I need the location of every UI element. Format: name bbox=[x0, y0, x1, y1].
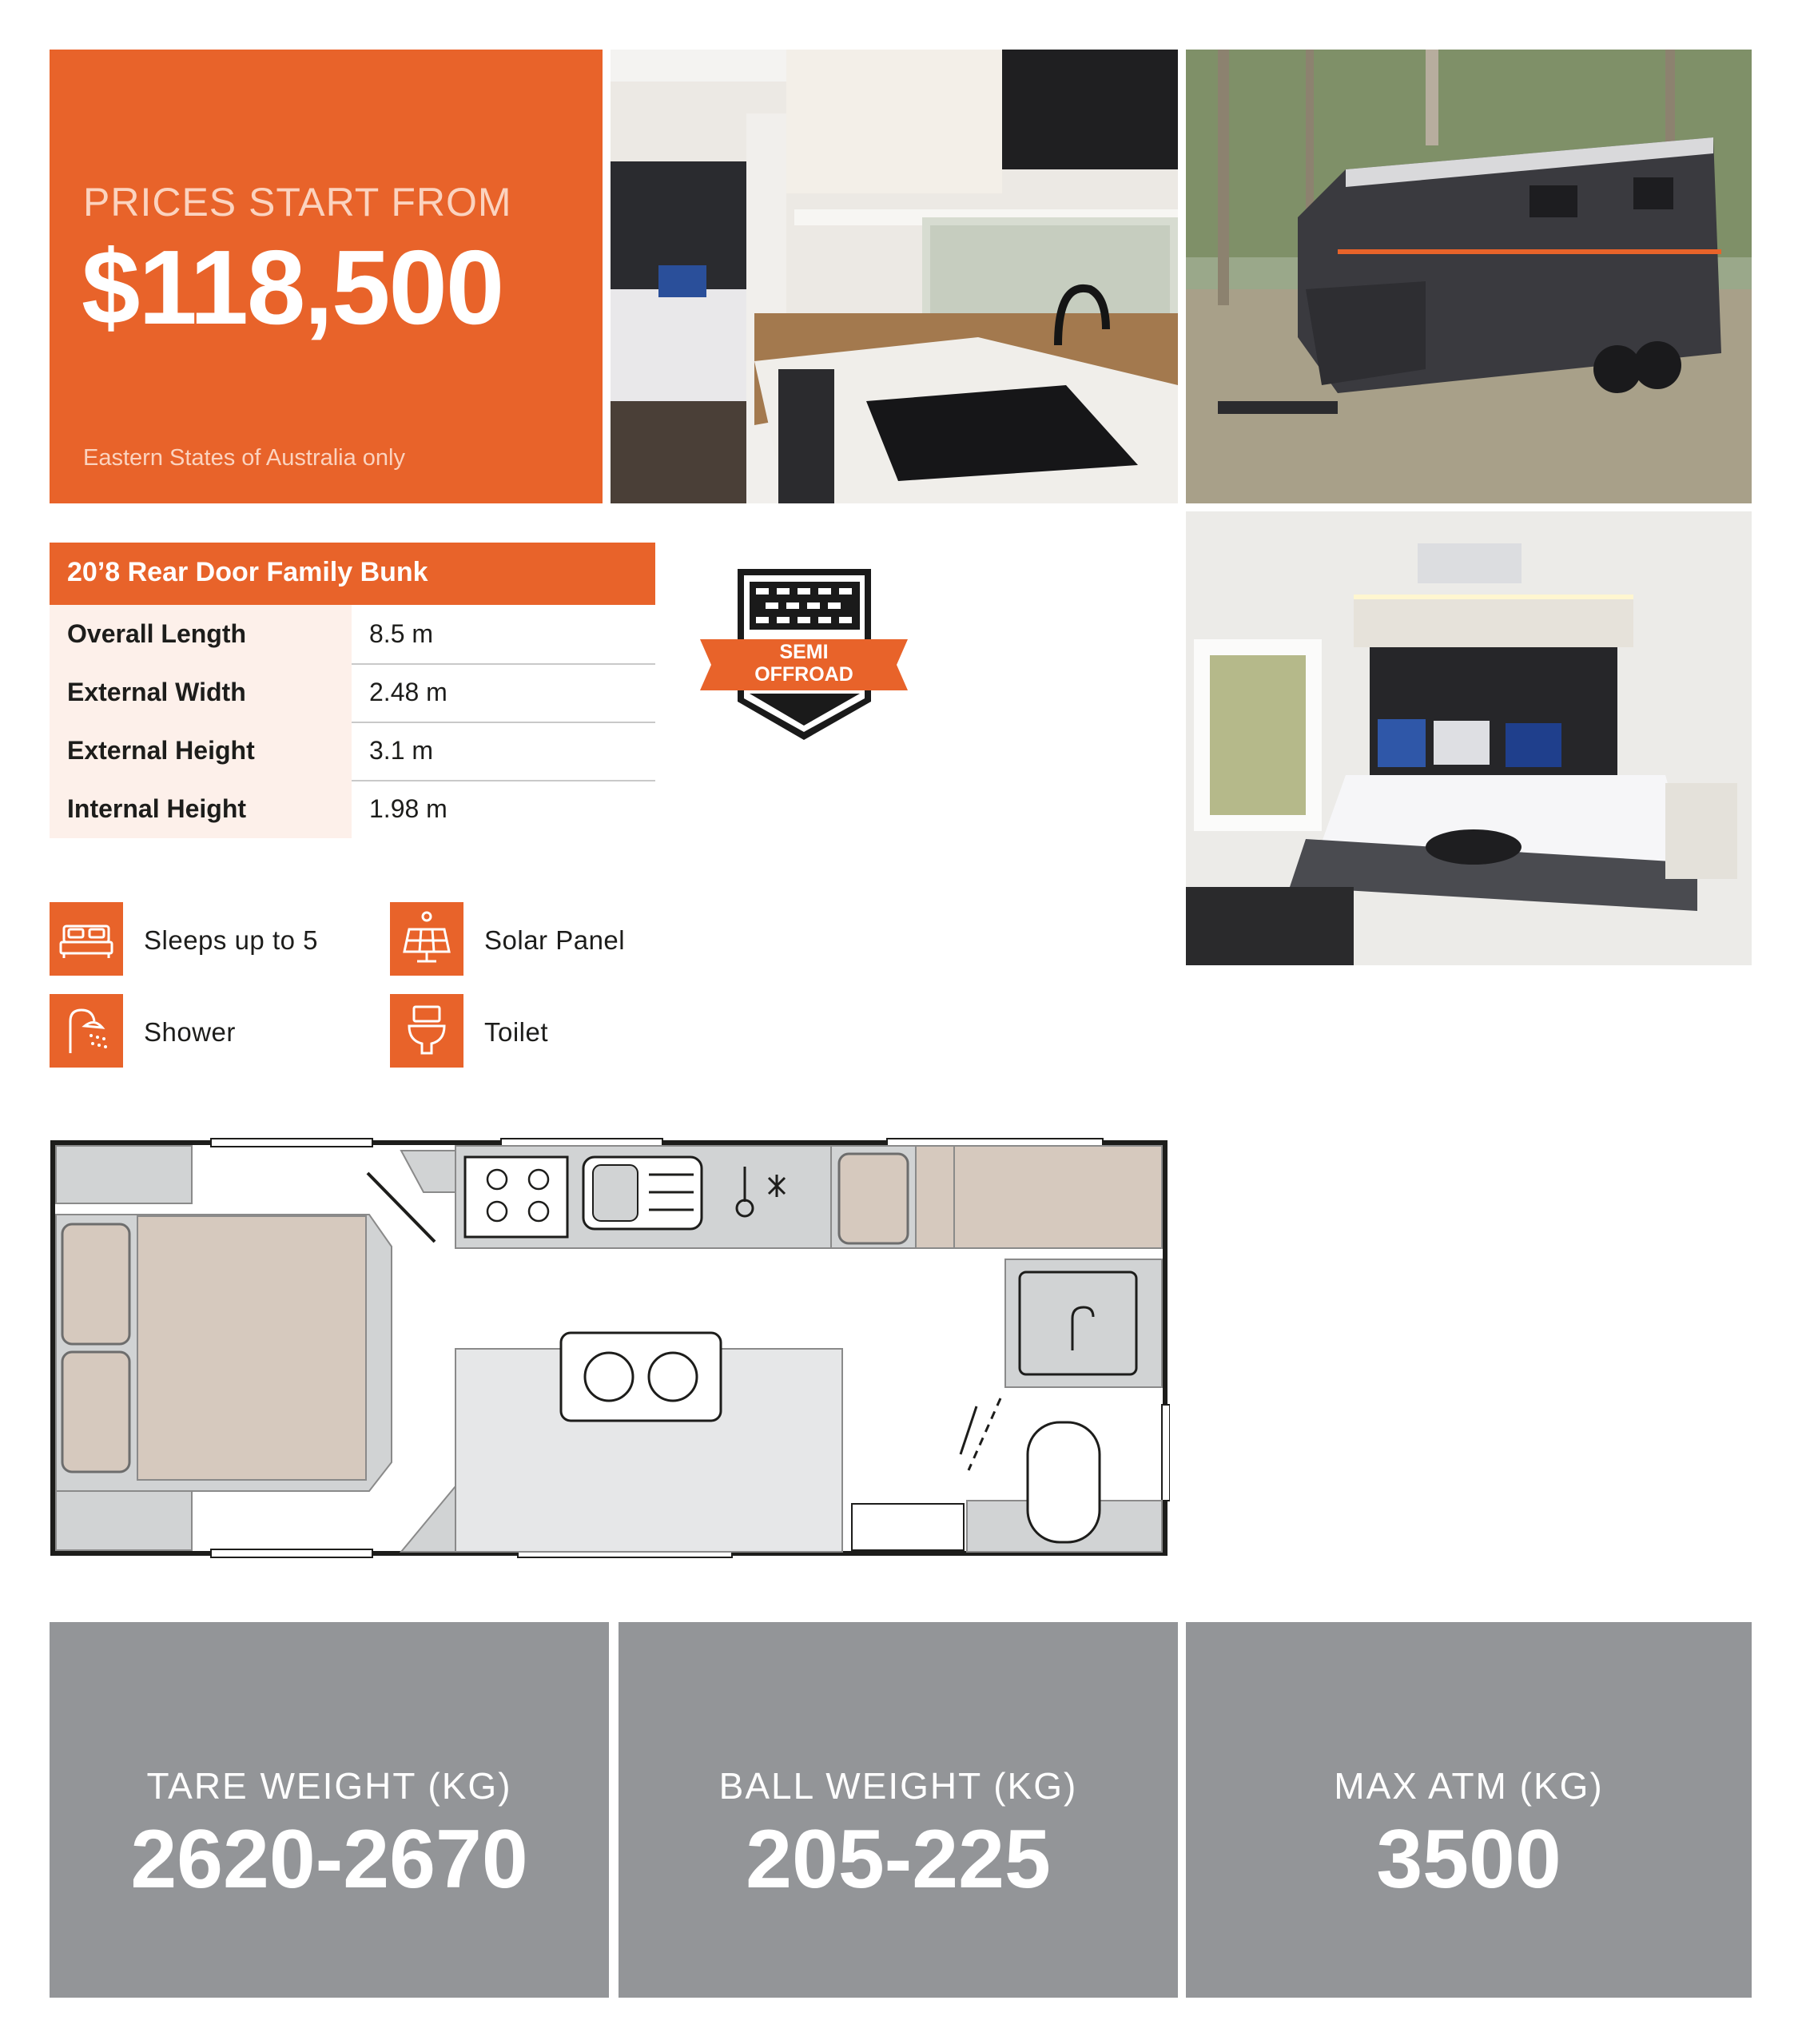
feature-label: Sleeps up to 5 bbox=[144, 925, 318, 955]
bed-icon bbox=[50, 902, 123, 976]
spec-row bbox=[50, 605, 655, 665]
semi-offroad-badge bbox=[694, 566, 914, 743]
spec-value: 2.48 m bbox=[369, 678, 448, 706]
spec-value: 3.1 m bbox=[369, 736, 434, 765]
spec-value: 1.98 m bbox=[369, 794, 448, 823]
bedroom-photo bbox=[1186, 511, 1752, 965]
spec-label: Internal Height bbox=[67, 794, 247, 823]
weight-label: BALL WEIGHT (KG) bbox=[718, 1765, 1078, 1807]
spec-label: External Width bbox=[67, 678, 246, 706]
spec-table-header bbox=[50, 543, 655, 605]
tare-weight-panel bbox=[50, 1622, 609, 1998]
spec-label-cell bbox=[50, 780, 352, 838]
spec-label-cell bbox=[50, 722, 352, 780]
spec-row bbox=[50, 722, 655, 781]
feature-label: Toilet bbox=[484, 1017, 549, 1047]
spec-value: 8.5 m bbox=[369, 619, 434, 648]
kitchen-photo bbox=[611, 50, 1178, 503]
badge-text-line1: SEMI bbox=[779, 641, 829, 663]
toilet-icon bbox=[390, 994, 463, 1068]
spec-row bbox=[50, 663, 655, 723]
exterior-photo bbox=[1186, 50, 1752, 503]
badge-text-line2: OFFROAD bbox=[754, 663, 853, 686]
max-atm-panel bbox=[1186, 1622, 1752, 1998]
weight-value: 3500 bbox=[1376, 1813, 1561, 1906]
feature-label: Solar Panel bbox=[484, 925, 626, 955]
solar-panel-icon bbox=[390, 902, 463, 976]
shower-icon bbox=[50, 994, 123, 1068]
weight-value: 205-225 bbox=[746, 1813, 1051, 1906]
price-box bbox=[50, 50, 603, 503]
weight-label: MAX ATM (KG) bbox=[1334, 1765, 1604, 1807]
feature-label: Shower bbox=[144, 1017, 236, 1047]
spec-label-cell bbox=[50, 605, 352, 663]
weight-value: 2620-2670 bbox=[130, 1813, 528, 1906]
spec-row bbox=[50, 780, 655, 838]
price-value: $118,500 bbox=[82, 229, 503, 346]
ball-weight-panel bbox=[619, 1622, 1178, 1998]
weight-label: TARE WEIGHT (KG) bbox=[146, 1765, 512, 1807]
price-note: Eastern States of Australia only bbox=[83, 445, 405, 471]
floor-plan bbox=[50, 1135, 1170, 1558]
model-title: 20’8 Rear Door Family Bunk bbox=[67, 557, 428, 587]
spec-label: Overall Length bbox=[67, 619, 247, 648]
price-lead-text: PRICES START FROM bbox=[83, 180, 512, 225]
spec-label-cell bbox=[50, 663, 352, 722]
spec-label: External Height bbox=[67, 736, 255, 765]
